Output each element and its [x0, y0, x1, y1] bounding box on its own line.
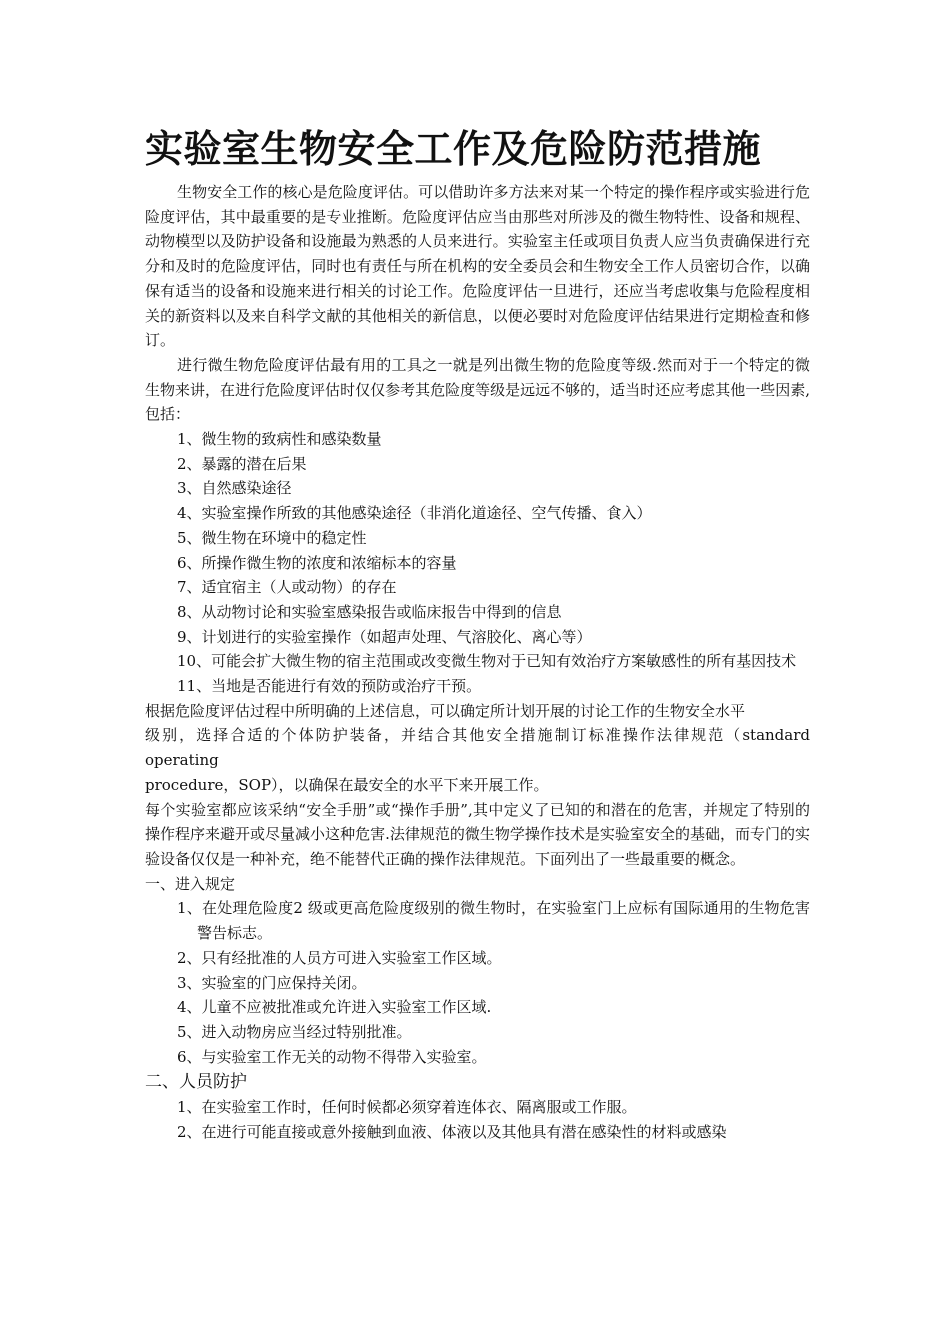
- factor-item: 5、微生物在环境中的稳定性: [177, 528, 367, 547]
- body-line-1: 根据危险度评估过程中所明确的上述信息，可以确定所计划开展的讨论工作的生物安全水平: [145, 701, 746, 720]
- factor-item: 7、适宜宿主（人或动物）的存在: [177, 578, 397, 597]
- entry-rule-item: 1、在处理危险度2 级或更高危险度级别的微生物时，在实验室门上应标有国际通用的生物危害警告标志。: [177, 899, 810, 943]
- protection-item: 1、在实验室工作时，任何时候都必须穿着连体衣、隔离服或工作服。: [177, 1098, 637, 1117]
- factor-item: 4、实验室操作所致的其他感染途径（非消化道途径、空气传播、食入）: [177, 504, 652, 523]
- entry-rule-item: 6、与实验室工作无关的动物不得带入实验室。: [177, 1047, 487, 1066]
- factor-item: 8、从动物讨论和实验室感染报告或临床报告中得到的信息: [177, 602, 562, 621]
- factor-list: [145, 427, 810, 699]
- entry-rule-item: 5、进入动物房应当经过特别批准。: [177, 1022, 412, 1041]
- entry-rules-list: [145, 896, 810, 1069]
- protection-list: [145, 1095, 810, 1144]
- factor-item: 3、自然感染途径: [177, 479, 292, 498]
- factor-item: 2、暴露的潜在后果: [177, 454, 307, 473]
- body-line-3: procedure，SOP），以确保在最安全的水平下来开展工作。: [145, 775, 549, 794]
- factor-item: 11、当地是否能进行有效的预防或治疗干预。: [177, 677, 482, 696]
- entry-rule-item: 4、儿童不应被批准或允许进入实验室工作区域.: [177, 998, 492, 1017]
- body-paragraph-manual: 每个实验室都应该采纳“安全手册”或“操作手册”,其中定义了已知的和潜在的危害，并规定了特别的操作程序来避开或尽量减小这种危害.法律规范的微生物学操作技术是实验室安全的基础，而专门的实验设备仅仅是一种补充，绝不能替代正确的操作法律规范。下面列出了一些最重要的概念。: [145, 800, 810, 868]
- document-page: [145, 118, 810, 1145]
- section-heading-entry: 一、进入规定: [145, 874, 236, 893]
- factor-item: 1、微生物的致病性和感染数量: [177, 430, 382, 449]
- factor-item: 9、计划进行的实验室操作（如超声处理、气溶胶化、离心等）: [177, 627, 592, 646]
- section-heading-protection: 二、人员防护: [145, 1072, 247, 1093]
- entry-rule-item: 3、实验室的门应保持关闭。: [177, 973, 367, 992]
- intro-paragraph-2: 进行微生物危险度评估最有用的工具之一就是列出微生物的危险度等级.然而对于一个特定的微生物来讲，在进行危险度评估时仅仅参考其危险度等级是远远不够的，适当时还应考虑其他一些因素,包括：: [145, 355, 810, 424]
- factor-item: 10、可能会扩大微生物的宿主范围或改变微生物对于已知有效治疗方案敏感性的所有基因技术: [177, 652, 797, 671]
- body-line-2: 级别，选择合适的个体防护装备，并结合其他安全措施制订标准操作法律规范（standard operating: [145, 726, 810, 770]
- factor-item: 6、所操作微生物的浓度和浓缩标本的容量: [177, 553, 457, 572]
- document-title: 实验室生物安全工作及危险防范措施: [145, 126, 762, 171]
- protection-item: 2、在进行可能直接或意外接触到血液、体液以及其他具有潜在感染性的材料或感染: [177, 1123, 727, 1142]
- entry-rule-item: 2、只有经批准的人员方可进入实验室工作区域。: [177, 948, 502, 967]
- intro-paragraph-1: 生物安全工作的核心是危险度评估。可以借助许多方法来对某一个特定的操作程序或实验进行危险度评估，其中最重要的是专业推断。危险度评估应当由那些对所涉及的微生物特性、设备和规程、动物模型以及防护设备和设施最为熟悉的人员来进行。实验室主任或项目负责人应当负责确保进行充分和及时的危险度评估，同时也有责任与所在机构的安全委员会和生物安全工作人员密切合作，以确保有适当的设备和设施来进行相关的讨论工作。危险度评估一旦进行，还应当考虑收集与危险程度相关的新资料以及来自科学文献的其他相关的新信息，以便必要时对危险度评估结果进行定期检查和修订。: [145, 183, 810, 350]
